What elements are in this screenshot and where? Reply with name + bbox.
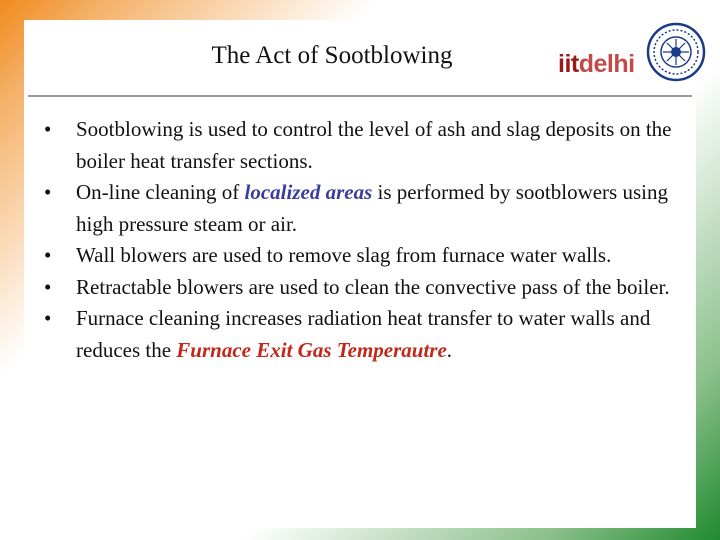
bullet-item-1: [44, 114, 704, 177]
bullet-item-3: [44, 240, 704, 272]
bullet-item-2: [44, 177, 704, 240]
logo-text-delhi: delhi: [578, 50, 635, 78]
bullet-highlight-fegt: Furnace Exit Gas Temperautre: [176, 337, 447, 362]
bullet-text-after: is performed by sootblowers using high pressure steam or air.: [76, 180, 668, 236]
bullet-text-before: On-line cleaning of: [76, 180, 245, 204]
bullet-text-before: Furnace cleaning increases radiation heat transfer to water walls and reduces the: [76, 306, 651, 362]
title-divider: [28, 95, 692, 97]
bullet-item-4: [44, 272, 704, 304]
bullet-text: Wall blowers are used to remove slag from furnace water walls.: [76, 243, 612, 267]
iitdelhi-logo-text: [558, 50, 635, 79]
bullet-marker: •: [44, 274, 52, 299]
iit-delhi-emblem-icon: [646, 22, 706, 82]
bullet-marker: •: [44, 180, 52, 204]
logo-text-iit: iit: [558, 50, 579, 78]
bullet-text-after: .: [446, 337, 453, 362]
bullet-list: [44, 114, 704, 366]
bullet-text: Sootblowing is used to control the level of ash and slag deposits on the boiler heat transfer sections.: [76, 117, 672, 173]
bullet-marker: •: [44, 243, 52, 267]
bullet-highlight-localized-areas: localized areas: [244, 180, 373, 204]
bullet-item-5: [44, 303, 704, 366]
bullet-marker: •: [44, 117, 52, 141]
bullet-text: Retractable blowers are used to clean the convective pass of the boiler.: [76, 274, 670, 299]
bullet-marker: •: [44, 306, 52, 330]
slide-title: The Act of Sootblowing: [211, 42, 453, 69]
